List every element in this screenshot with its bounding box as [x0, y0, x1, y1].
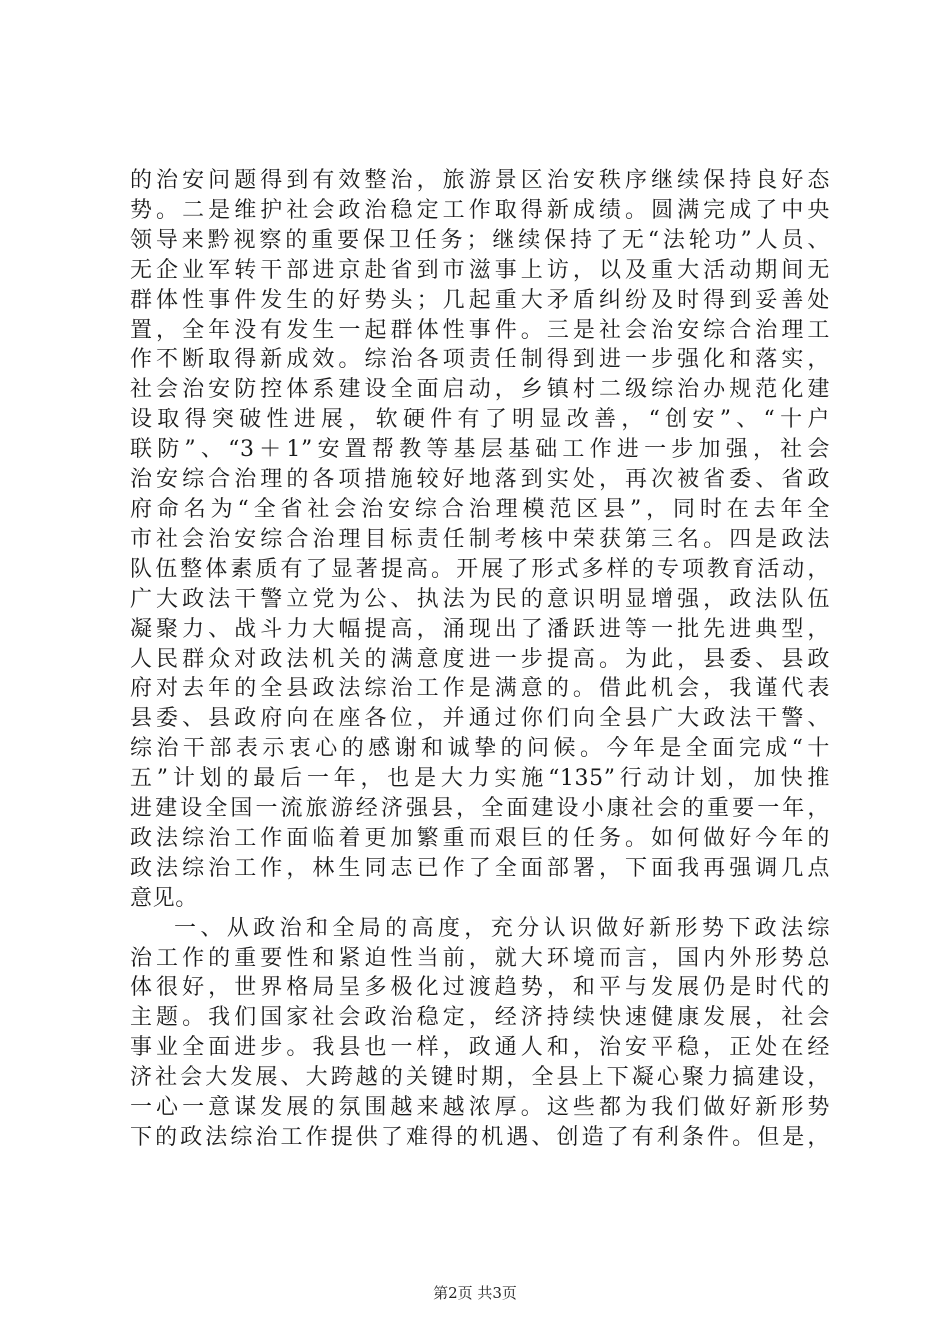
text-line: 凝聚力、战斗力大幅提高，涌现出了潘跃进等一批先进典型，: [130, 616, 830, 642]
text-line: 置，全年没有发生一起群体性事件。三是社会治安综合治理工: [130, 317, 830, 343]
text-line: 体很好，世界格局呈多极化过渡趋势，和平与发展仍是时代的: [130, 975, 830, 1001]
text-line: 领导来黔视察的重要保卫任务；继续保持了无“法轮功”人员、: [130, 227, 830, 253]
text-line: 群体性事件发生的好势头；几起重大矛盾纠纷及时得到妥善处: [130, 287, 830, 313]
text-line: 的治安问题得到有效整治，旅游景区治安秩序继续保持良好态: [130, 168, 830, 193]
text-line: 五”计划的最后一年，也是大力实施“135”行动计划，加快推: [130, 766, 830, 792]
text-line: 县委、县政府向在座各位，并通过你们向全县广大政法干警、: [130, 706, 830, 732]
text-line: 综治干部表示衷心的感谢和诚挚的问候。今年是全面完成“十: [130, 736, 830, 762]
text-line: 势。二是维护社会政治稳定工作取得新成绩。圆满完成了中央: [130, 197, 830, 223]
text-line: 社会治安防控体系建设全面启动，乡镇村二级综治办规范化建: [130, 377, 830, 403]
text-line: 设取得突破性进展，软硬件有了明显改善，“创安”、“十户: [130, 407, 830, 433]
text-line: 济社会大发展、大跨越的关键时期，全县上下凝心聚力搞建设，: [130, 1065, 830, 1091]
text-line: 联防”、“3＋1”安置帮教等基层基础工作进一步加强，社会: [130, 437, 830, 463]
text-line: 一心一意谋发展的氛围越来越浓厚。这些都为我们做好新形势: [130, 1095, 830, 1121]
text-line: 市社会治安综合治理目标责任制考核中荣获第三名。四是政法: [130, 526, 830, 552]
text-line: 政法综治工作面临着更加繁重而艰巨的任务。如何做好今年的: [130, 825, 830, 851]
text-line: 作不断取得新成效。综治各项责任制得到进一步强化和落实，: [130, 347, 830, 373]
text-line: 人民群众对政法机关的满意度进一步提高。为此，县委、县政: [130, 646, 830, 672]
text-line: 政法综治工作，林生同志已作了全面部署，下面我再强调几点: [130, 855, 830, 881]
page-footer: 第2页 共3页: [433, 1284, 517, 1302]
text-line: 意见。: [130, 885, 198, 911]
text-line: 队伍整体素质有了显著提高。开展了形式多样的专项教育活动，: [130, 556, 830, 582]
text-line: 治安综合治理的各项措施较好地落到实处，再次被省委、省政: [130, 467, 830, 493]
text-line: 下的政法综治工作提供了难得的机遇、创造了有利条件。但是，: [130, 1125, 830, 1150]
text-line: 治工作的重要性和紧迫性当前，就大环境而言，国内外形势总: [130, 945, 830, 971]
text-line: 府命名为“全省社会治安综合治理模范区县”，同时在去年全: [130, 496, 830, 522]
text-line: 广大政法干警立党为公、执法为民的意识明显增强，政法队伍: [130, 586, 830, 612]
text-line: 无企业军转干部进京赴省到市滋事上访，以及重大活动期间无: [130, 257, 830, 283]
text-line: 进建设全国一流旅游经济强县，全面建设小康社会的重要一年，: [130, 796, 830, 822]
text-line: 事业全面进步。我县也一样，政通人和，治安平稳，正处在经: [130, 1035, 830, 1061]
body-text: [130, 166, 830, 1153]
text-line: 主题。我们国家社会政治稳定，经济持续快速健康发展，社会: [130, 1005, 830, 1031]
text-line: 府对去年的全县政法综治工作是满意的。借此机会，我谨代表: [130, 676, 830, 702]
text-line: 一、从政治和全局的高度，充分认识做好新形势下政法综: [174, 915, 830, 941]
